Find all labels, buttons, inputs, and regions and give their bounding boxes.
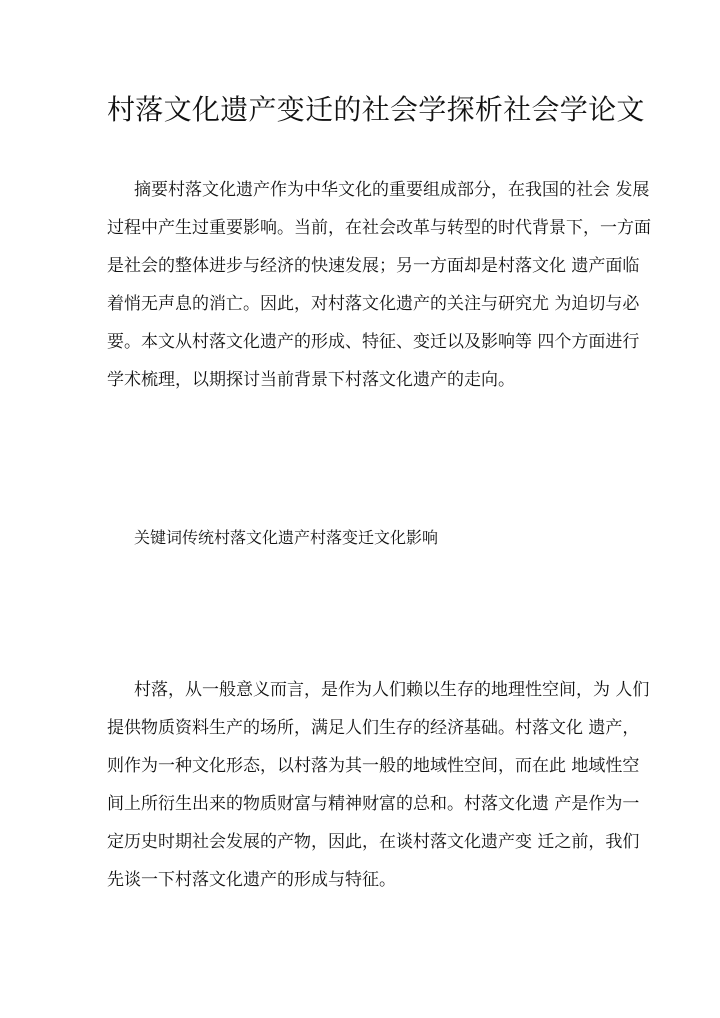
text-line: 学术梳理，以期探讨当前背景下村落文化遗产的走向。 — [107, 370, 515, 390]
document-title: 村落文化遗产变迁的社会学探析社会学论文 — [107, 93, 645, 126]
text-line: 间上所衍生出来的物质财富与精神财富的总和。村落文化遗 产是作为一 — [107, 794, 640, 814]
text-line: 着悄无声息的消亡。因此，对村落文化遗产的关注与研究尤 为迫切与必 — [107, 294, 640, 314]
text-line: 先谈一下村落文化遗产的形成与特征。 — [107, 870, 396, 890]
body-paragraph — [107, 671, 650, 899]
keywords-line: 关键词传统村落文化遗产村落变迁文化影响 — [134, 528, 439, 547]
abstract-paragraph — [107, 171, 651, 399]
text-line: 摘要村落文化遗产作为中华文化的重要组成部分，在我国的社会 发展 — [134, 180, 650, 200]
text-line: 过程中产生过重要影响。当前，在社会改革与转型的时代背景下，一方面 — [107, 218, 651, 238]
text-line: 是社会的整体进步与经济的快速发展；另一方面却是村落文化 遗产面临 — [107, 256, 640, 276]
text-line: 提供物质资料生产的场所，满足人们生存的经济基础。村落文化 遗产， — [107, 718, 640, 738]
text-line: 要。本文从村落文化遗产的形成、特征、变迁以及影响等 四个方面进行 — [107, 332, 640, 352]
text-line: 则作为一种文化形态，以村落为其一般的地域性空间，而在此 地域性空 — [107, 756, 640, 776]
text-line: 定历史时期社会发展的产物，因此，在谈村落文化遗产变 迁之前，我们 — [107, 832, 640, 852]
text-line: 村落，从一般意义而言，是作为人们赖以生存的地理性空间，为 人们 — [134, 680, 650, 700]
